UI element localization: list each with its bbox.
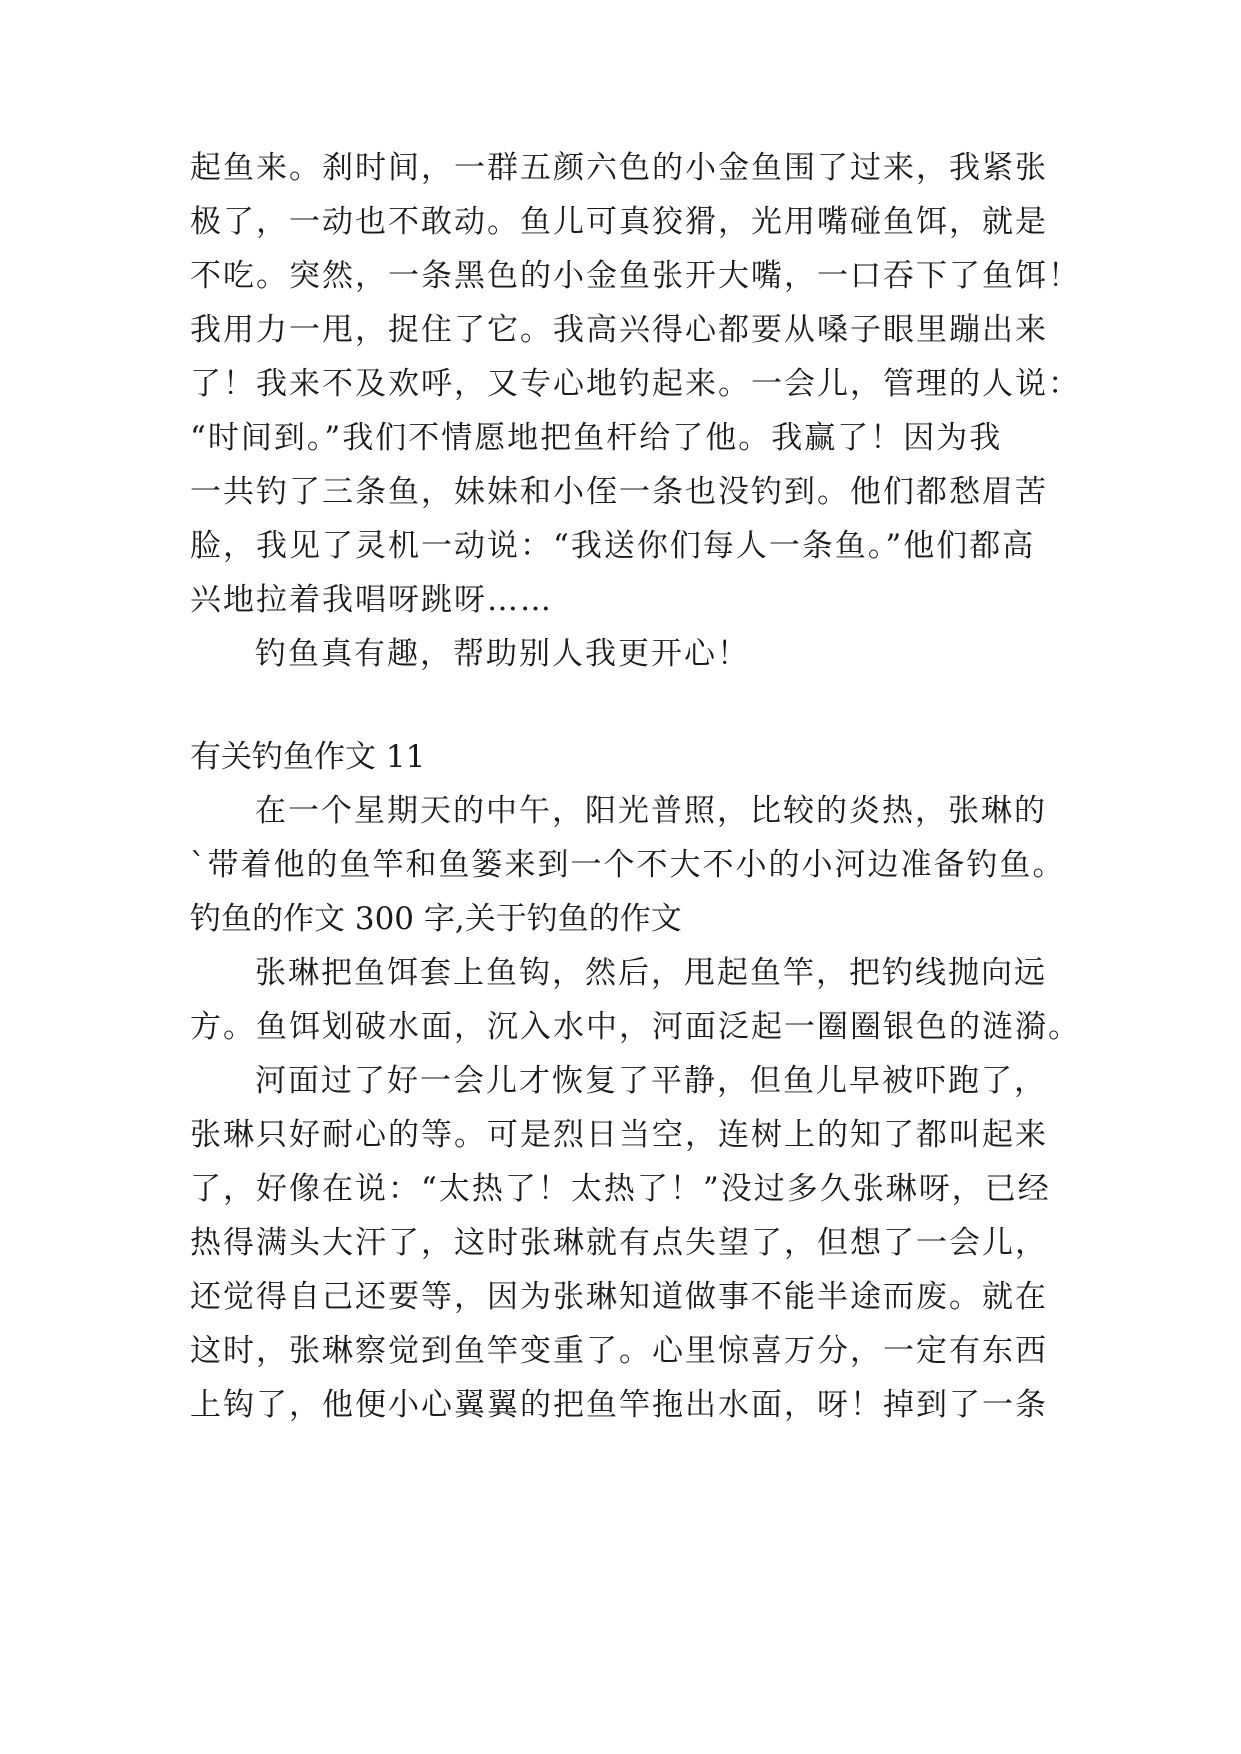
text-line: 在一个星期天的中午，阳光普照，比较的炎热，张琳的 — [255, 793, 1047, 829]
subtitle-line: 钓鱼的作文 300 字,关于钓鱼的作文 — [190, 901, 682, 937]
text-line: 这时，张琳察觉到鱼竿变重了。心里惊喜万分，一定有东西 — [190, 1333, 1048, 1369]
text-line: 方。鱼饵划破水面，沉入水中，河面泛起一圈圈银色的涟漪。 — [190, 1009, 1081, 1045]
text-line: 上钩了，他便小心翼翼的把鱼竿拖出水面，呀！掉到了一条 — [190, 1387, 1048, 1423]
text-line: 了！我来不及欢呼，又专心地钓起来。一会儿，管理的人说： — [190, 366, 1081, 402]
text-line: 张琳只好耐心的等。可是烈日当空，连树上的知了都叫起来 — [190, 1117, 1048, 1153]
text-line: 钓鱼真有趣，帮助别人我更开心！ — [255, 636, 750, 672]
section-heading: 有关钓鱼作文 11 — [190, 739, 426, 775]
text-line: 不吃。突然，一条黑色的小金鱼张开大嘴，一口吞下了鱼饵！ — [190, 258, 1081, 294]
text-line: 我用力一甩，捉住了它。我高兴得心都要从嗓子眼里蹦出来 — [190, 312, 1048, 348]
text-line: “时间到。”我们不情愿地把鱼杆给了他。我赢了！因为我 — [190, 420, 1003, 456]
text-line: 兴地拉着我唱呀跳呀…… — [190, 582, 553, 618]
text-line: 张琳把鱼饵套上鱼钩，然后，甩起鱼竿，把钓线抛向远 — [255, 955, 1047, 991]
text-line: `带着他的鱼竿和鱼篓来到一个不大不小的小河边准备钓鱼。 — [190, 847, 1066, 883]
text-line: 脸，我见了灵机一动说：“我送你们每人一条鱼。”他们都高 — [190, 528, 1036, 564]
text-line: 了，好像在说：“太热了！太热了！”没过多久张琳呀，已经 — [190, 1171, 1051, 1207]
text-line: 热得满头大汗了，这时张琳就有点失望了，但想了一会儿， — [190, 1225, 1048, 1261]
text-line: 一共钓了三条鱼，妹妹和小侄一条也没钓到。他们都愁眉苦 — [190, 474, 1048, 510]
text-line: 起鱼来。刹时间，一群五颜六色的小金鱼围了过来，我紧张 — [190, 150, 1048, 186]
text-line: 河面过了好一会儿才恢复了平静，但鱼儿早被吓跑了， — [255, 1063, 1047, 1099]
text-line: 还觉得自己还要等，因为张琳知道做事不能半途而废。就在 — [190, 1279, 1048, 1315]
text-line: 极了，一动也不敢动。鱼儿可真狡猾，光用嘴碰鱼饵，就是 — [190, 204, 1048, 240]
